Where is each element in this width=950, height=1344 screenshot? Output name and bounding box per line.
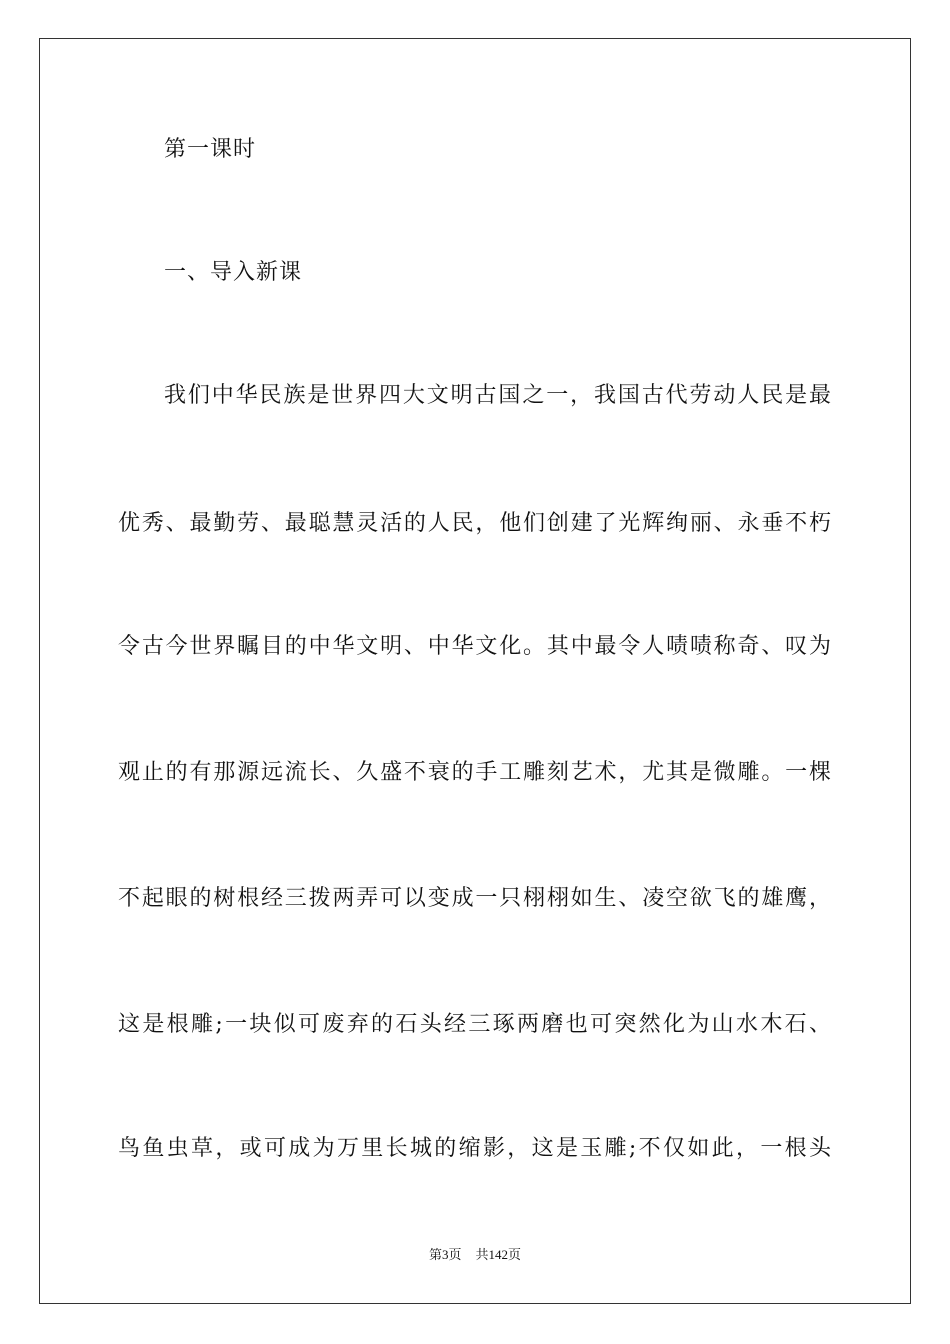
section-heading: 一、导入新课	[164, 260, 303, 285]
paragraph-line: 优秀、最勤劳、最聪慧灵活的人民，他们创建了光辉绚丽、永垂不朽	[118, 511, 832, 536]
paragraph-line: 我们中华民族是世界四大文明古国之一，我国古代劳动人民是最	[164, 383, 832, 408]
paragraph-line: 不起眼的树根经三拨两弄可以变成一只栩栩如生、凌空欲飞的雄鹰，	[118, 886, 832, 911]
lesson-heading: 第一课时	[164, 137, 257, 162]
paragraph-line: 鸟鱼虫草，或可成为万里长城的缩影，这是玉雕;不仅如此，一根头	[118, 1136, 832, 1161]
page-border	[39, 38, 911, 1304]
page-footer	[0, 1246, 950, 1264]
paragraph-line: 观止的有那源远流长、久盛不衰的手工雕刻艺术，尤其是微雕。一棵	[118, 760, 832, 785]
paragraph-line: 这是根雕;一块似可废弃的石头经三琢两磨也可突然化为山水木石、	[118, 1012, 832, 1037]
page-number: 第3页	[428, 1247, 462, 1262]
page-total: 共142页	[475, 1247, 522, 1262]
paragraph-line: 令古今世界瞩目的中华文明、中华文化。其中最令人啧啧称奇、叹为	[118, 634, 832, 659]
